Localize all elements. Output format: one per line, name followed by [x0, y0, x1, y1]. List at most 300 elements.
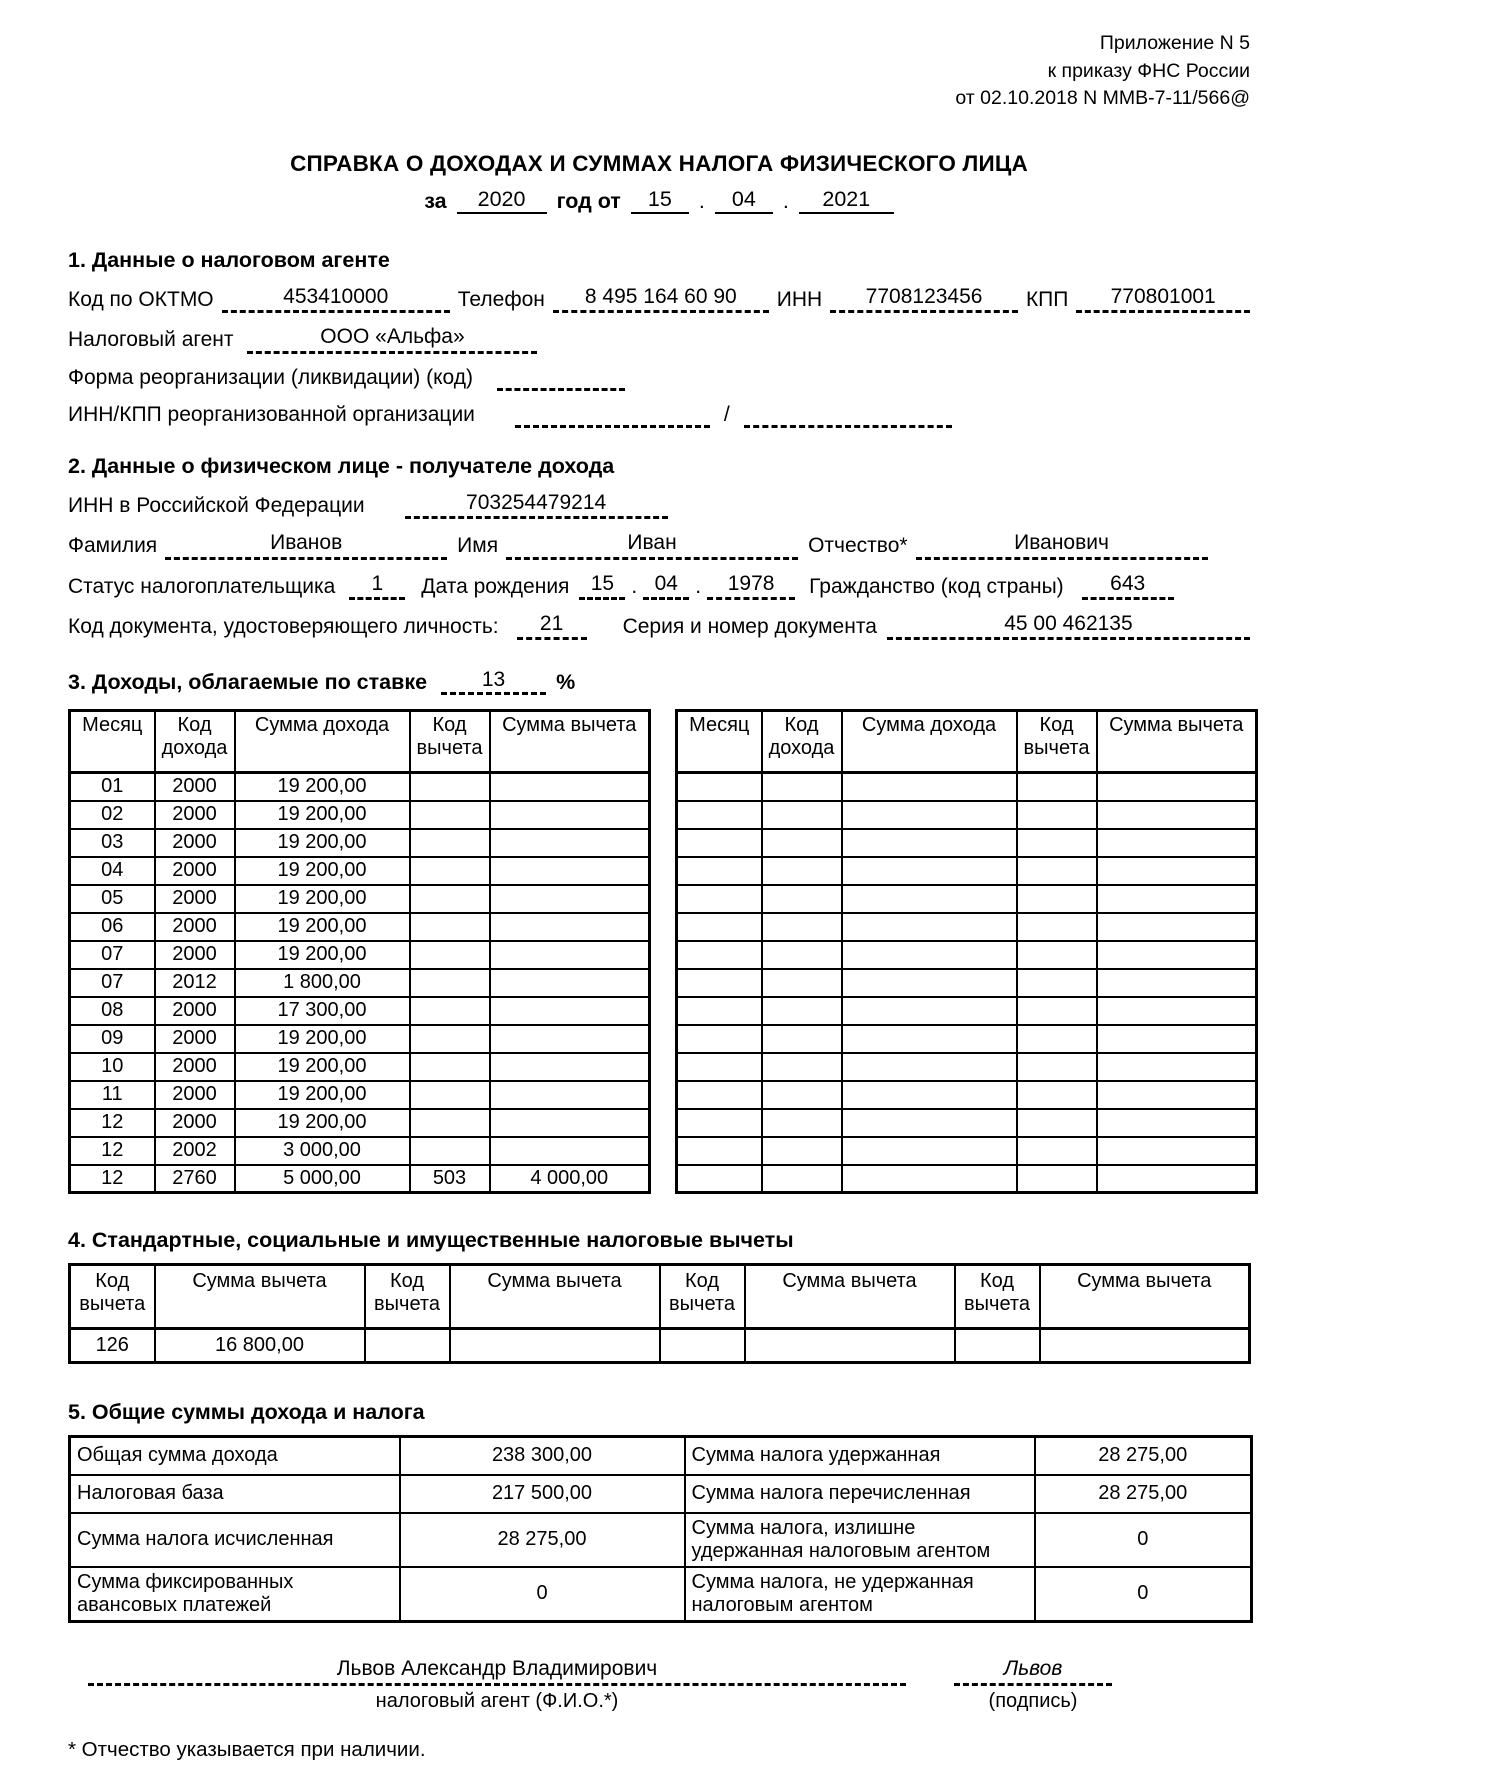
table-cell — [677, 1081, 762, 1109]
col-header-income-sum: Сумма дохода — [235, 711, 410, 773]
table-cell — [410, 885, 490, 913]
doc-code-field: 21 — [517, 611, 587, 640]
table-cell — [762, 913, 842, 941]
table-cell — [762, 1081, 842, 1109]
section5-heading: 5. Общие суммы дохода и налога — [68, 1400, 425, 1425]
reorg-kpp-field — [744, 402, 952, 428]
doc-code-label: Код документа, удостоверяющего личность: — [68, 614, 499, 638]
table-row — [677, 969, 1257, 997]
table-cell: 2000 — [155, 885, 235, 913]
table-cell — [410, 941, 490, 969]
table-cell — [1097, 885, 1257, 913]
table-cell: 19 200,00 — [235, 913, 410, 941]
table-cell — [762, 969, 842, 997]
table-cell — [762, 885, 842, 913]
table-row — [70, 1165, 650, 1193]
table-cell — [410, 857, 490, 885]
col-header-ded-sum: Сумма вычета — [155, 1265, 365, 1329]
table-cell — [762, 1137, 842, 1165]
table-row — [677, 1137, 1257, 1165]
col-header-ded-sum: Сумма вычета — [450, 1265, 660, 1329]
table-cell — [365, 1329, 450, 1363]
table-row — [70, 1567, 1252, 1622]
income-table-left — [68, 709, 651, 1194]
table-cell — [677, 1053, 762, 1081]
table-cell: 2000 — [155, 801, 235, 829]
section1-heading: 1. Данные о налоговом агенте — [68, 248, 390, 273]
date-dot: . — [631, 574, 638, 598]
table-cell — [490, 913, 650, 941]
table-cell: 3 000,00 — [235, 1137, 410, 1165]
slash-separator: / — [723, 402, 730, 426]
table-cell — [677, 1025, 762, 1053]
date-dot: . — [695, 574, 702, 598]
table-cell: 2000 — [155, 773, 235, 801]
table-cell — [490, 1109, 650, 1137]
section3-heading: 3. Доходы, облагаемые по ставке — [68, 670, 428, 695]
table-cell — [842, 885, 1017, 913]
table-cell: 19 200,00 — [235, 1081, 410, 1109]
table-row — [70, 1513, 1252, 1567]
table-cell — [1097, 1081, 1257, 1109]
document-title: СПРАВКА О ДОХОДАХ И СУММАХ НАЛОГА ФИЗИЧЕСКОГО ЛИЦА — [290, 151, 1028, 177]
appendix-line: от 02.10.2018 N ММВ-7-11/566@ — [955, 87, 1250, 110]
table-cell — [490, 941, 650, 969]
table-header-row — [677, 711, 1257, 773]
doc-series-field: 45 00 462135 — [887, 611, 1250, 640]
table-cell: 19 200,00 — [235, 829, 410, 857]
table-cell — [1017, 913, 1097, 941]
table-cell — [1097, 857, 1257, 885]
table-cell — [410, 1025, 490, 1053]
person-inn-row — [68, 490, 1250, 519]
table-cell: 07 — [70, 941, 155, 969]
table-cell: 238 300,00 — [400, 1437, 685, 1475]
table-cell — [1097, 913, 1257, 941]
table-cell: 126 — [70, 1329, 155, 1363]
kpp-field: 770801001 — [1076, 284, 1250, 313]
table-cell — [490, 829, 650, 857]
table-cell: 5 000,00 — [235, 1165, 410, 1193]
table-cell — [1017, 969, 1097, 997]
table-row — [677, 1109, 1257, 1137]
phone-field: 8 495 164 60 90 — [553, 284, 769, 313]
table-cell — [677, 829, 762, 857]
table-cell — [842, 1053, 1017, 1081]
table-cell: Общая сумма дохода — [70, 1437, 400, 1475]
table-cell — [490, 1025, 650, 1053]
table-cell — [842, 857, 1017, 885]
table-cell: 1 800,00 — [235, 969, 410, 997]
table-cell — [842, 829, 1017, 857]
table-cell — [1017, 885, 1097, 913]
table-cell: 2760 — [155, 1165, 235, 1193]
col-header-ded-code: Код вычета — [955, 1265, 1040, 1329]
status-field: 1 — [349, 571, 405, 600]
table-cell: Сумма налога исчисленная — [70, 1513, 400, 1567]
table-cell — [1017, 1137, 1097, 1165]
table-cell — [490, 997, 650, 1025]
table-cell: 03 — [70, 829, 155, 857]
section4-heading: 4. Стандартные, социальные и имущественные налоговые вычеты — [68, 1228, 794, 1253]
table-cell — [1017, 829, 1097, 857]
date-dot: . — [782, 189, 789, 214]
table-cell — [410, 997, 490, 1025]
table-cell: 19 200,00 — [235, 941, 410, 969]
col-header-ded-sum: Сумма вычета — [490, 711, 650, 773]
table-cell — [410, 1053, 490, 1081]
doc-series-label: Серия и номер документа — [622, 614, 877, 638]
table-cell — [490, 1053, 650, 1081]
table-cell — [410, 829, 490, 857]
table-row — [677, 885, 1257, 913]
table-row — [70, 1329, 1250, 1363]
firstname-label: Имя — [457, 534, 499, 558]
handwritten-signature-block — [954, 1657, 1112, 1713]
table-cell: 2002 — [155, 1137, 235, 1165]
table-cell — [842, 913, 1017, 941]
table-cell — [490, 857, 650, 885]
table-cell — [1097, 969, 1257, 997]
table-cell: 02 — [70, 801, 155, 829]
table-row — [70, 1081, 650, 1109]
table-cell: 28 275,00 — [1035, 1475, 1252, 1513]
table-cell — [1097, 1025, 1257, 1053]
table-cell — [490, 885, 650, 913]
table-row — [70, 829, 650, 857]
table-row — [70, 885, 650, 913]
table-cell: 10 — [70, 1053, 155, 1081]
table-cell — [677, 1109, 762, 1137]
table-row — [70, 773, 650, 801]
document-date-line — [68, 187, 1250, 214]
table-cell — [677, 773, 762, 801]
table-cell — [677, 1165, 762, 1193]
table-cell — [410, 801, 490, 829]
table-cell: 19 200,00 — [235, 1109, 410, 1137]
person-inn-field: 703254479214 — [405, 490, 668, 519]
issue-year-field: 2021 — [799, 187, 894, 214]
table-cell — [1097, 1165, 1257, 1193]
table-row — [677, 997, 1257, 1025]
report-year-field: 2020 — [457, 187, 547, 214]
table-cell: 19 200,00 — [235, 1025, 410, 1053]
table-cell: 19 200,00 — [235, 773, 410, 801]
table-cell: 07 — [70, 969, 155, 997]
table-cell: 2000 — [155, 997, 235, 1025]
table-cell — [842, 997, 1017, 1025]
table-cell: 2000 — [155, 1081, 235, 1109]
table-cell — [1017, 997, 1097, 1025]
table-cell: Сумма налога перечисленная — [685, 1475, 1035, 1513]
table-row — [70, 857, 650, 885]
signature-field: Львов — [954, 1657, 1112, 1686]
table-cell: 2000 — [155, 1053, 235, 1081]
table-cell — [677, 941, 762, 969]
table-cell — [842, 1025, 1017, 1053]
table-row — [677, 857, 1257, 885]
col-header-ded-code: Код вычета — [410, 711, 490, 773]
table-row — [70, 1109, 650, 1137]
table-cell — [842, 1165, 1017, 1193]
table-cell — [842, 1109, 1017, 1137]
table-cell: Сумма налога удержанная — [685, 1437, 1035, 1475]
table-cell: 2000 — [155, 941, 235, 969]
table-cell: 19 200,00 — [235, 885, 410, 913]
table-cell — [1097, 1053, 1257, 1081]
table-cell — [677, 1137, 762, 1165]
table-cell — [1017, 1053, 1097, 1081]
table-row — [70, 997, 650, 1025]
table-cell — [490, 1081, 650, 1109]
lastname-field: Иванов — [165, 530, 447, 559]
table-cell: 08 — [70, 997, 155, 1025]
tax-rate-field: 13 — [441, 668, 546, 695]
table-cell — [842, 773, 1017, 801]
table-cell — [1097, 773, 1257, 801]
table-cell — [1097, 801, 1257, 829]
agent-fio-caption: налоговый агент (Ф.И.О.*) — [375, 1689, 619, 1712]
table-row — [677, 913, 1257, 941]
table-cell: Налоговая база — [70, 1475, 400, 1513]
table-cell — [762, 1025, 842, 1053]
issue-month-field: 04 — [715, 187, 773, 214]
table-cell — [677, 969, 762, 997]
table-cell — [1097, 1109, 1257, 1137]
status-label: Статус налогоплательщика — [68, 574, 336, 598]
table-cell — [677, 885, 762, 913]
section3-heading-row — [68, 668, 1250, 695]
table-row — [70, 913, 650, 941]
inn-field: 7708123456 — [830, 284, 1018, 313]
birth-day-field: 15 — [579, 571, 625, 600]
col-header-income-sum: Сумма дохода — [842, 711, 1017, 773]
table-cell: 0 — [1035, 1567, 1252, 1622]
table-cell — [1017, 801, 1097, 829]
table-cell — [1017, 857, 1097, 885]
table-cell: 12 — [70, 1137, 155, 1165]
table-row — [70, 941, 650, 969]
table-cell — [1097, 997, 1257, 1025]
agent-fio-field: Львов Александр Владимирович — [88, 1657, 906, 1686]
table-cell — [1097, 1137, 1257, 1165]
table-cell: 16 800,00 — [155, 1329, 365, 1363]
table-cell — [745, 1329, 955, 1363]
table-header-row — [70, 1265, 1250, 1329]
table-cell: 11 — [70, 1081, 155, 1109]
issue-day-field: 15 — [631, 187, 689, 214]
table-row — [677, 1081, 1257, 1109]
table-cell: 4 000,00 — [490, 1165, 650, 1193]
table-cell — [410, 969, 490, 997]
kpp-label: КПП — [1025, 288, 1069, 312]
table-cell: 2000 — [155, 1025, 235, 1053]
table-row — [70, 1437, 1252, 1475]
table-cell: 28 275,00 — [1035, 1437, 1252, 1475]
table-cell — [410, 1137, 490, 1165]
table-cell: 12 — [70, 1165, 155, 1193]
table-cell — [762, 857, 842, 885]
table-cell — [490, 773, 650, 801]
reorg-inn-field — [515, 402, 710, 428]
table-cell — [1097, 941, 1257, 969]
table-cell — [955, 1329, 1040, 1363]
table-cell — [762, 773, 842, 801]
reorg-row — [68, 365, 1250, 391]
lastname-label: Фамилия — [68, 534, 158, 558]
signature-caption: (подпись) — [988, 1689, 1078, 1712]
table-cell: 503 — [410, 1165, 490, 1193]
col-header-ded-code: Код вычета — [365, 1265, 450, 1329]
appendix-line: к приказу ФНС России — [1047, 59, 1250, 82]
agent-codes-row — [68, 284, 1250, 313]
table-row — [677, 1053, 1257, 1081]
table-cell — [410, 773, 490, 801]
table-header-row — [70, 711, 650, 773]
table-cell — [677, 913, 762, 941]
table-row — [70, 1053, 650, 1081]
table-cell — [762, 1165, 842, 1193]
col-header-ded-code: Код вычета — [1017, 711, 1097, 773]
table-cell — [410, 1081, 490, 1109]
income-tables — [68, 709, 1250, 1194]
table-row — [677, 801, 1257, 829]
totals-table — [68, 1435, 1253, 1623]
table-cell — [660, 1329, 745, 1363]
inn-label: ИНН — [776, 288, 823, 312]
table-cell — [842, 1137, 1017, 1165]
table-cell — [842, 1081, 1017, 1109]
table-cell: 19 200,00 — [235, 857, 410, 885]
table-cell — [762, 829, 842, 857]
table-cell — [1017, 773, 1097, 801]
table-row — [70, 969, 650, 997]
table-cell — [490, 801, 650, 829]
date-middle: год от — [556, 189, 621, 214]
patronymic-label: Отчество* — [808, 534, 908, 558]
table-row — [677, 941, 1257, 969]
deductions-table — [68, 1263, 1251, 1364]
table-row — [70, 1475, 1252, 1513]
percent-sign: % — [556, 670, 576, 695]
table-cell: 2000 — [155, 829, 235, 857]
table-cell — [1040, 1329, 1250, 1363]
agent-name-field: ООО «Альфа» — [247, 324, 537, 353]
table-cell: Сумма налога, излишне удержанная налоговым агентом — [685, 1513, 1035, 1567]
table-cell — [762, 1053, 842, 1081]
table-cell — [677, 801, 762, 829]
firstname-field: Иван — [506, 530, 798, 559]
table-row — [677, 1025, 1257, 1053]
person-name-row — [68, 530, 1250, 559]
table-cell: 2000 — [155, 1109, 235, 1137]
col-header-income-code: Код дохода — [762, 711, 842, 773]
date-prefix: за — [424, 189, 447, 214]
table-cell: 09 — [70, 1025, 155, 1053]
table-cell — [1017, 1165, 1097, 1193]
birth-year-field: 1978 — [707, 571, 795, 600]
table-cell: 2000 — [155, 913, 235, 941]
table-cell — [842, 801, 1017, 829]
table-row — [677, 1165, 1257, 1193]
table-cell: 06 — [70, 913, 155, 941]
table-cell — [450, 1329, 660, 1363]
table-cell — [762, 997, 842, 1025]
col-header-income-code: Код дохода — [155, 711, 235, 773]
table-cell: 17 300,00 — [235, 997, 410, 1025]
table-row — [70, 801, 650, 829]
person-doc-row — [68, 611, 1250, 640]
signature-row — [68, 1657, 1250, 1713]
appendix-block — [68, 30, 1250, 113]
table-cell — [762, 801, 842, 829]
table-cell — [762, 941, 842, 969]
col-header-ded-sum: Сумма вычета — [745, 1265, 955, 1329]
table-cell: 2000 — [155, 857, 235, 885]
table-cell: 19 200,00 — [235, 1053, 410, 1081]
agent-label: Налоговый агент — [68, 328, 234, 352]
col-header-ded-sum: Сумма вычета — [1097, 711, 1257, 773]
reorg-label: Форма реорганизации (ликвидации) (код) — [68, 365, 474, 389]
birthdate-label: Дата рождения — [421, 574, 570, 598]
table-cell: 12 — [70, 1109, 155, 1137]
col-header-ded-code: Код вычета — [70, 1265, 155, 1329]
citizenship-label: Гражданство (код страны) — [809, 574, 1064, 598]
date-dot: . — [698, 189, 705, 214]
oktmo-field: 453410000 — [222, 284, 450, 313]
oktmo-label: Код по ОКТМО — [68, 288, 214, 312]
citizenship-field: 643 — [1082, 571, 1174, 600]
col-header-ded-sum: Сумма вычета — [1040, 1265, 1250, 1329]
table-cell: Сумма фиксированных авансовых платежей — [70, 1567, 400, 1622]
table-cell: 01 — [70, 773, 155, 801]
table-cell — [842, 969, 1017, 997]
table-cell — [677, 857, 762, 885]
table-cell: 0 — [400, 1567, 685, 1622]
table-cell — [490, 1137, 650, 1165]
phone-label: Телефон — [457, 288, 545, 312]
table-cell: 04 — [70, 857, 155, 885]
agent-signature-block — [88, 1657, 906, 1713]
table-cell — [1017, 1025, 1097, 1053]
person-inn-label: ИНН в Российской Федерации — [68, 494, 365, 518]
table-cell: 05 — [70, 885, 155, 913]
birth-month-field: 04 — [643, 571, 689, 600]
table-cell — [410, 1109, 490, 1137]
table-row — [70, 1025, 650, 1053]
table-row — [677, 829, 1257, 857]
section2-heading: 2. Данные о физическом лице - получателе дохода — [68, 454, 615, 479]
appendix-line: Приложение N 5 — [1099, 32, 1250, 54]
footnote: * Отчество указывается при наличии. — [68, 1738, 426, 1761]
table-cell — [410, 913, 490, 941]
reorg-innkpp-label: ИНН/КПП реорганизованной организации — [68, 402, 475, 426]
table-cell — [677, 997, 762, 1025]
table-cell: Сумма налога, не удержанная налоговым агентом — [685, 1567, 1035, 1622]
table-cell: 0 — [1035, 1513, 1252, 1567]
reorg-innkpp-row — [68, 402, 1250, 428]
person-status-row — [68, 571, 1250, 600]
table-cell — [1017, 1081, 1097, 1109]
table-cell — [490, 969, 650, 997]
table-cell: 2012 — [155, 969, 235, 997]
col-header-month: Месяц — [70, 711, 155, 773]
col-header-month: Месяц — [677, 711, 762, 773]
table-cell — [1097, 829, 1257, 857]
table-row — [677, 773, 1257, 801]
agent-name-row — [68, 324, 1250, 353]
table-cell: 19 200,00 — [235, 801, 410, 829]
